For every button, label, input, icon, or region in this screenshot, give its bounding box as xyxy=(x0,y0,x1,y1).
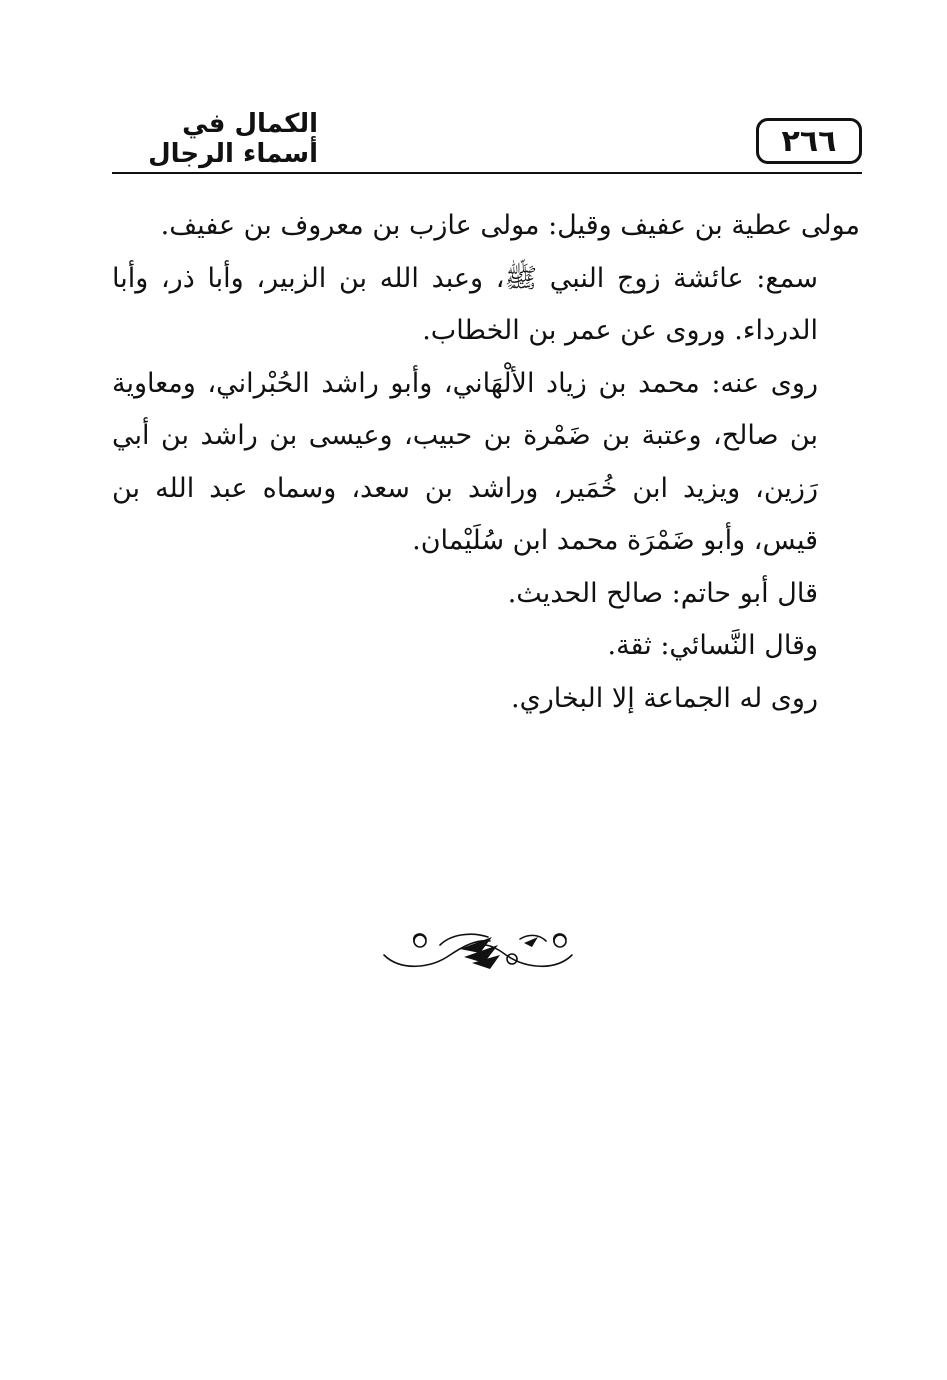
paragraph-intro: مولى عطية بن عفيف وقيل: مولى عازب بن معروف بن عفيف. xyxy=(160,210,860,241)
main-text xyxy=(112,200,860,725)
paragraph-abu-hatim: قال أبو حاتم: صالح الحديث. xyxy=(507,577,818,609)
page-number: ٢٦٦ xyxy=(756,118,862,164)
paragraph-nasai: وقال النَّسائي: ثقة. xyxy=(607,630,818,661)
page-header xyxy=(112,108,862,174)
paragraph-sami: سمع: عائشة زوج النبي ﷺ، وعبد الله بن الزبير، وأبا ذر، وأبا الدرداء. وروى عن عمر بن الخطاب. xyxy=(112,262,818,346)
ornament-divider xyxy=(380,925,576,975)
header-rule xyxy=(112,172,862,174)
paragraph-rawa-anhu: روى عنه: محمد بن زياد الألْهَاني، وأبو راشد الحُبْراني، ومعاوية بن صالح، وعتبة بن ضَمْرة بن حبيب، وعيسى بن راشد بن أبي رَزين، ويزيد ابن خُمَير، وراشد بن سعد، وسماه عبد الله بن قيس، وأبو ضَمْرَة محمد ابن سُلَيْمان. xyxy=(112,367,818,556)
paragraph-jamaa: روى له الجماعة إلا البخاري. xyxy=(510,682,818,714)
book-title: الكمال في أسماء الرجال xyxy=(148,109,318,169)
